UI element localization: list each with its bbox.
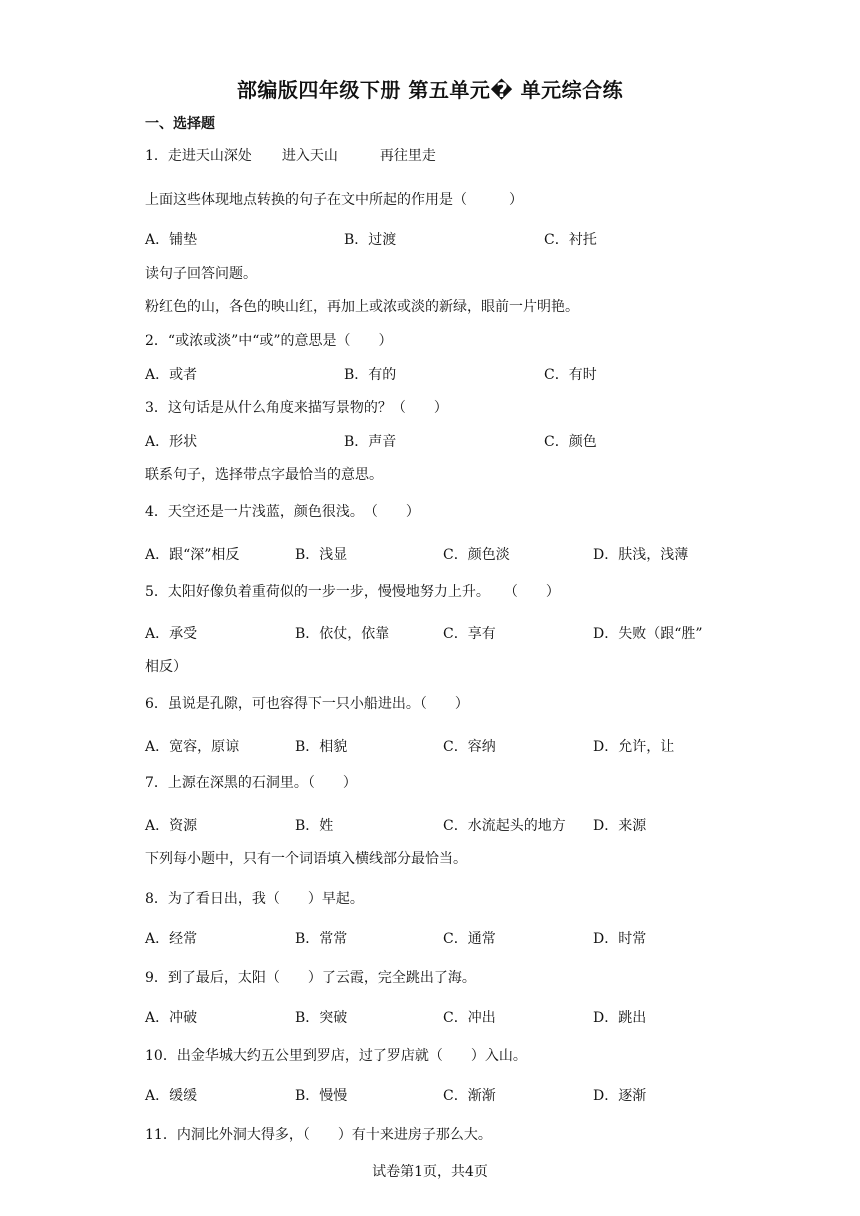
q10-option-d[interactable]: D．逐渐 <box>593 1088 647 1104</box>
question-5: 5．太阳好像负着重荷似的一步一步，慢慢地努力上升。 （ ） <box>145 584 560 600</box>
q4-option-a[interactable]: A．跟“深”相反 <box>145 547 240 563</box>
q7-option-b[interactable]: B．姓 <box>295 818 334 834</box>
q5-option-a[interactable]: A．承受 <box>145 626 198 642</box>
q10-option-b[interactable]: B．慢慢 <box>295 1088 348 1104</box>
instruction-fill: 下列每小题中，只有一个词语填入横线部分最恰当。 <box>145 851 467 867</box>
q2-option-b[interactable]: B．有的 <box>344 367 397 383</box>
q6-option-a[interactable]: A．宽容，原谅 <box>145 739 240 755</box>
question-9: 9．到了最后，太阳（ ）了云霞，完全跳出了海。 <box>145 970 476 986</box>
q7-option-a[interactable]: A．资源 <box>145 818 198 834</box>
page-footer: 试卷第1页，共4页 <box>372 1164 488 1180</box>
q4-option-b[interactable]: B．浅显 <box>295 547 348 563</box>
q4-option-d[interactable]: D．肤浅，浅薄 <box>593 547 689 563</box>
q5-option-d[interactable]: D．失败（跟“胜” <box>593 626 703 642</box>
question-11: 11．内洞比外洞大得多，（ ）有十来进房子那么大。 <box>145 1127 492 1143</box>
q4-option-c[interactable]: C．颜色淡 <box>443 547 510 563</box>
question-3: 3．这句话是从什么角度来描写景物的？（ ） <box>145 400 448 416</box>
q5-option-c[interactable]: C．享有 <box>443 626 496 642</box>
q10-option-a[interactable]: A．缓缓 <box>145 1088 198 1104</box>
q8-option-a[interactable]: A．经常 <box>145 931 198 947</box>
q1-option-b[interactable]: B．过渡 <box>344 232 397 248</box>
q9-option-b[interactable]: B．突破 <box>295 1010 348 1026</box>
section-heading: 一、选择题 <box>145 116 215 132</box>
q8-option-b[interactable]: B．常常 <box>295 931 348 947</box>
q6-option-c[interactable]: C．容纳 <box>443 739 496 755</box>
q6-option-d[interactable]: D．允许，让 <box>593 739 675 755</box>
question-8: 8．为了看日出，我（ ）早起。 <box>145 891 364 907</box>
question-10: 10．出金华城大约五公里到罗店，过了罗店就（ ）入山。 <box>145 1048 527 1064</box>
q1-phrase-3: 再往里走 <box>379 148 436 164</box>
q7-option-c[interactable]: C．水流起头的地方 <box>443 818 566 834</box>
q1-phrase-1: 1．走进天山深处 <box>145 148 252 164</box>
instruction-dotted: 联系句子，选择带点字最恰当的意思。 <box>145 467 383 483</box>
q9-option-a[interactable]: A．冲破 <box>145 1010 198 1026</box>
q1-option-a[interactable]: A．铺垫 <box>145 232 198 248</box>
q3-option-c[interactable]: C．颜色 <box>544 434 597 450</box>
question-1-phrases <box>145 146 436 166</box>
question-6: 6．虽说是孔隙，可也容得下一只小船进出。（ ） <box>145 696 469 712</box>
q1-phrase-2: 进入天山 <box>281 148 338 164</box>
q3-option-a[interactable]: A．形状 <box>145 434 198 450</box>
q9-option-c[interactable]: C．冲出 <box>443 1010 496 1026</box>
q3-option-b[interactable]: B．声音 <box>344 434 397 450</box>
question-1-stem: 上面这些体现地点转换的句子在文中所起的作用是（ ） <box>145 192 523 208</box>
page-title: 部编版四年级下册 第五单元� 单元综合练 <box>236 78 624 102</box>
q1-option-c[interactable]: C．衬托 <box>544 232 597 248</box>
passage-text: 粉红色的山，各色的映山红，再加上或浓或淡的新绿，眼前一片明艳。 <box>145 299 579 315</box>
question-7: 7．上源在深黑的石洞里。（ ） <box>145 775 357 791</box>
q8-option-d[interactable]: D．时常 <box>593 931 647 947</box>
q6-option-b[interactable]: B．相貌 <box>295 739 348 755</box>
q5-option-b[interactable]: B．依仗，依靠 <box>295 626 390 642</box>
question-2: 2．“或浓或淡”中“或”的意思是（ ） <box>145 333 393 349</box>
question-4: 4．天空还是一片浅蓝，颜色很浅。 （ ） <box>145 504 420 520</box>
instruction-read: 读句子回答问题。 <box>145 266 257 282</box>
q5-option-d-continued: 相反） <box>145 659 187 675</box>
q8-option-c[interactable]: C．通常 <box>443 931 496 947</box>
q2-option-a[interactable]: A．或者 <box>145 367 198 383</box>
q2-option-c[interactable]: C．有时 <box>544 367 597 383</box>
q9-option-d[interactable]: D．跳出 <box>593 1010 647 1026</box>
q7-option-d[interactable]: D．来源 <box>593 818 647 834</box>
q10-option-c[interactable]: C．渐渐 <box>443 1088 496 1104</box>
